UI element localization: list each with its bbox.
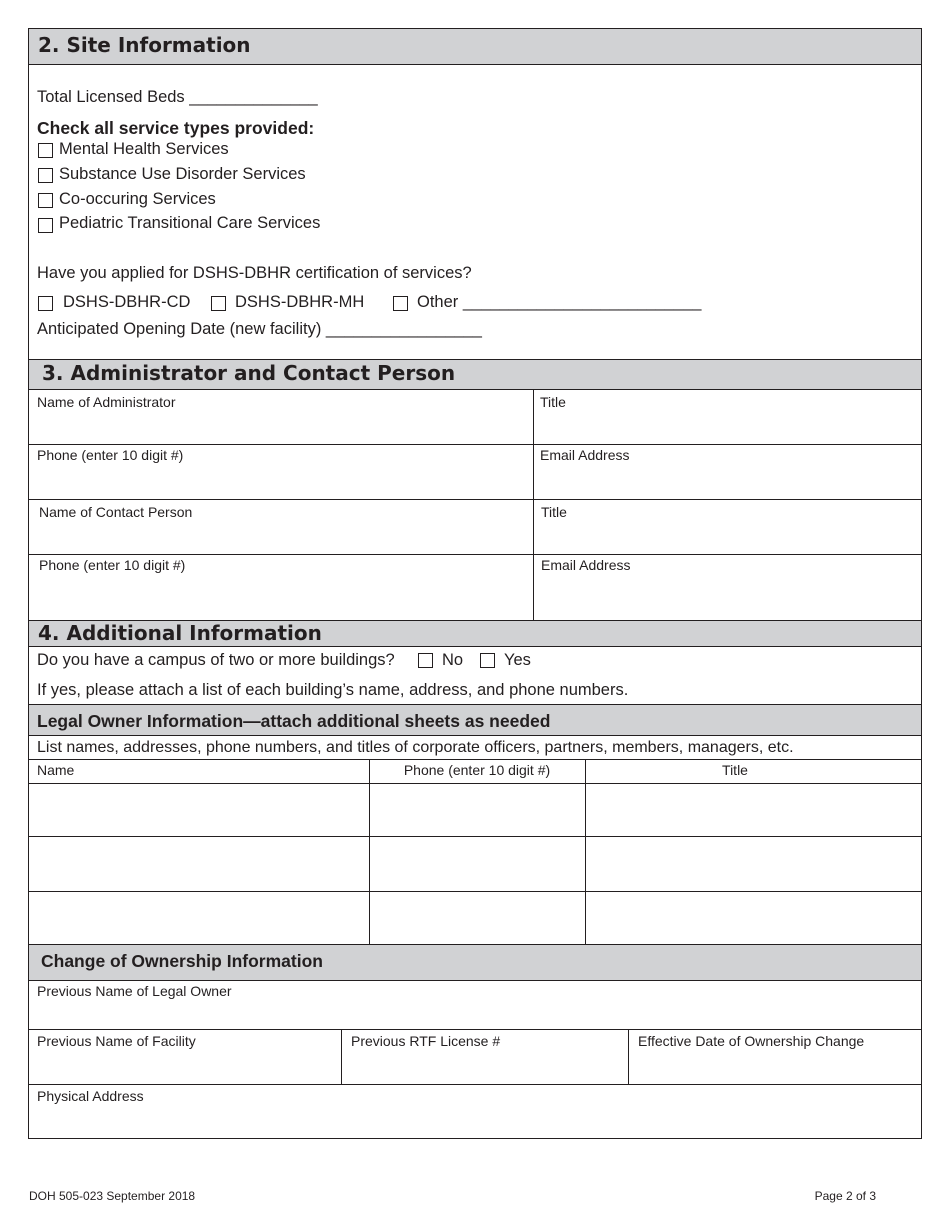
col-header-phone: Phone (enter 10 digit #) xyxy=(403,762,551,778)
admin-name-label: Name of Administrator xyxy=(37,394,176,410)
form-id: DOH 505-023 September 2018 xyxy=(29,1189,196,1203)
admin-name-input[interactable] xyxy=(36,416,530,440)
change-ownership-heading: Change of Ownership Information xyxy=(41,951,323,971)
prev-facility-label: Previous Name of Facility xyxy=(37,1033,196,1049)
owner-3-name-input[interactable] xyxy=(34,905,368,931)
total-beds-input[interactable] xyxy=(200,86,334,108)
section-4-title: 4. Additional Information xyxy=(38,621,322,645)
prev-license-label: Previous RTF License # xyxy=(351,1033,501,1049)
owner-1-name-input[interactable] xyxy=(34,798,368,824)
contact-email-input[interactable] xyxy=(539,584,918,608)
admin-title-input[interactable] xyxy=(539,416,918,440)
contact-phone-label: Phone (enter 10 digit #) xyxy=(39,557,186,573)
admin-title-label: Title xyxy=(540,394,566,410)
owner-2-title-input[interactable] xyxy=(591,851,920,877)
certification-question: Have you applied for DSHS-DBHR certification of services? xyxy=(37,264,472,282)
dshs-cd-label: DSHS-DBHR-CD xyxy=(63,293,191,311)
opening-date-input[interactable] xyxy=(340,318,509,340)
service-types-heading: Check all service types provided: xyxy=(37,118,315,138)
effective-date-input[interactable] xyxy=(636,1055,920,1079)
owner-2-phone-input[interactable] xyxy=(375,851,584,877)
other-checkbox[interactable] xyxy=(393,296,408,311)
campus-note: If yes, please attach a list of each building’s name, address, and phone numbers. xyxy=(37,681,629,699)
total-beds-label: Total Licensed Beds ______________ xyxy=(37,88,318,106)
physical-address-label: Physical Address xyxy=(37,1088,144,1104)
contact-name-label: Name of Contact Person xyxy=(39,504,193,520)
other-label: Other __________________________ xyxy=(417,293,702,311)
legal-owner-note: List names, addresses, phone numbers, and titles of corporate officers, partners, members, managers, etc. xyxy=(37,739,794,756)
col-header-name: Name xyxy=(37,762,75,778)
mental-health-checkbox[interactable] xyxy=(38,143,53,158)
contact-title-input[interactable] xyxy=(539,526,918,550)
prev-facility-input[interactable] xyxy=(36,1055,340,1079)
co-occuring-label: Co-occuring Services xyxy=(59,190,216,208)
page-number: Page 2 of 3 xyxy=(814,1189,876,1203)
dshs-mh-checkbox[interactable] xyxy=(211,296,226,311)
campus-yes-checkbox[interactable] xyxy=(480,653,495,668)
pediatric-checkbox[interactable] xyxy=(38,218,53,233)
dshs-cd-checkbox[interactable] xyxy=(38,296,53,311)
effective-date-label: Effective Date of Ownership Change xyxy=(638,1033,865,1049)
campus-no-label: No xyxy=(442,651,464,669)
owner-3-title-input[interactable] xyxy=(591,905,920,931)
contact-email-label: Email Address xyxy=(541,557,631,573)
contact-phone-input[interactable] xyxy=(36,584,530,608)
contact-name-input[interactable] xyxy=(36,526,530,550)
admin-phone-label: Phone (enter 10 digit #) xyxy=(37,447,184,463)
pediatric-label: Pediatric Transitional Care Services xyxy=(59,214,321,232)
campus-question: Do you have a campus of two or more buildings? xyxy=(37,651,395,669)
section-2-title: 2. Site Information xyxy=(38,33,251,57)
other-input[interactable] xyxy=(468,291,712,313)
col-header-title: Title xyxy=(722,762,748,778)
prev-owner-label: Previous Name of Legal Owner xyxy=(37,983,232,999)
owner-1-phone-input[interactable] xyxy=(375,798,584,824)
prev-owner-input[interactable] xyxy=(36,1002,920,1026)
physical-address-input[interactable] xyxy=(36,1109,920,1133)
admin-email-label: Email Address xyxy=(540,447,630,463)
legal-owner-heading: Legal Owner Information—attach additional sheets as needed xyxy=(37,711,551,731)
owner-3-phone-input[interactable] xyxy=(375,905,584,931)
section-3-title: 3. Administrator and Contact Person xyxy=(42,361,456,385)
campus-yes-label: Yes xyxy=(504,651,531,669)
prev-license-input[interactable] xyxy=(349,1055,625,1079)
substance-use-checkbox[interactable] xyxy=(38,168,53,183)
admin-phone-input[interactable] xyxy=(36,470,530,494)
dshs-mh-label: DSHS-DBHR-MH xyxy=(235,293,365,311)
admin-email-input[interactable] xyxy=(539,470,918,494)
substance-use-label: Substance Use Disorder Services xyxy=(59,165,306,183)
owner-1-title-input[interactable] xyxy=(591,798,920,824)
owner-2-name-input[interactable] xyxy=(34,851,368,877)
contact-title-label: Title xyxy=(541,504,567,520)
campus-no-checkbox[interactable] xyxy=(418,653,433,668)
opening-date-label: Anticipated Opening Date (new facility) _________________ xyxy=(37,320,482,338)
co-occuring-checkbox[interactable] xyxy=(38,193,53,208)
mental-health-label: Mental Health Services xyxy=(59,140,229,158)
